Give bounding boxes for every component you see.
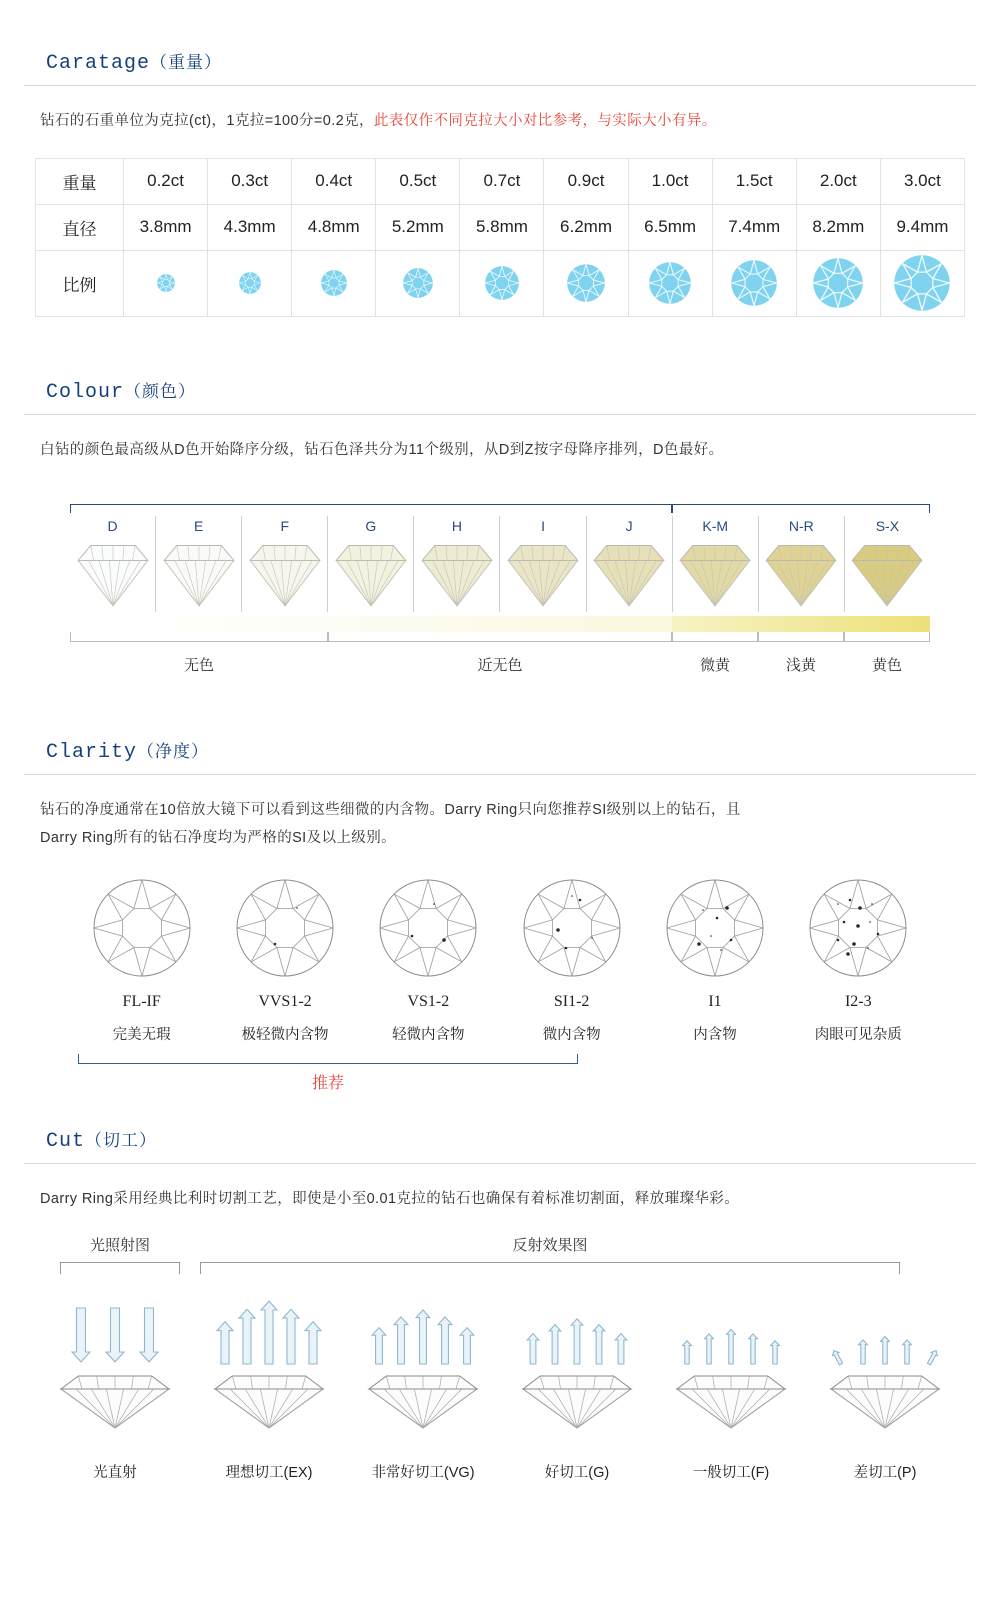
- caratage-table: [35, 158, 965, 317]
- cell-diameter: 7.4mm: [712, 204, 796, 250]
- cell-weight: 0.3ct: [208, 158, 292, 204]
- colour-grade-label: N-R: [788, 518, 814, 535]
- colour-category-label: 黄色: [871, 657, 902, 675]
- colour-grade-label: K-M: [702, 518, 729, 535]
- colour-grade-s-x: [845, 512, 930, 612]
- section-title-cn: （切工）: [85, 1131, 158, 1151]
- cell-diameter: 6.2mm: [544, 204, 628, 250]
- gem-icon: [460, 266, 543, 300]
- cut-item: [348, 1298, 498, 1482]
- clarity-item-vvs1-2: [213, 878, 356, 1044]
- cut-bracket: [200, 1262, 900, 1274]
- gem-icon: [376, 268, 459, 298]
- cell-diameter: 4.8mm: [292, 204, 376, 250]
- clarity-item-si1-2: [500, 878, 643, 1044]
- table-row-weight: [36, 158, 965, 204]
- gradient-segment-yellow: [672, 616, 930, 632]
- colour-category-label: 近无色: [477, 657, 523, 675]
- clarity-recommend-wrap: [70, 1048, 930, 1108]
- section-title-en: Cut: [46, 1130, 86, 1154]
- colour-grade-k-m: [673, 512, 758, 612]
- colour-grade-i: [500, 512, 585, 612]
- cell-weight: 0.2ct: [124, 158, 208, 204]
- clarity-diagram-icon: [357, 878, 500, 983]
- cell-weight: 1.0ct: [628, 158, 712, 204]
- section-title-caratage: [24, 48, 976, 86]
- cut-diagram-icon: [40, 1298, 190, 1453]
- gem-icon: [881, 255, 964, 311]
- clarity-grade-desc: 完美无瑕: [112, 1027, 171, 1044]
- colour-grade-label: G: [365, 518, 377, 535]
- diamond-icon: [156, 540, 241, 612]
- clarity-diagram-icon: [500, 878, 643, 983]
- colour-category-brackets: [70, 632, 930, 648]
- colour-grade-label: I: [541, 518, 545, 535]
- cell-gem-scale: [880, 250, 964, 316]
- colour-category-label: 无色: [183, 657, 214, 675]
- colour-category-label: 微黄: [699, 657, 730, 675]
- colour-grade-row: [70, 512, 930, 612]
- cut-grade-label: 好切工(G): [544, 1464, 610, 1481]
- gem-icon: [544, 264, 627, 302]
- row-header-scale: 比例: [36, 250, 124, 316]
- cut-bracket-row: [60, 1234, 940, 1294]
- colour-description: 白钻的颜色最高级从D色开始降序分级，钻石色泽共分为11个级别，从D到Z按字母降序排列，D色最好。: [40, 441, 724, 458]
- cell-diameter: 6.5mm: [628, 204, 712, 250]
- cut-bracket: [60, 1262, 180, 1274]
- colour-grade-label: D: [107, 518, 118, 535]
- colour-grade-g: [328, 512, 413, 612]
- cell-gem-scale: [628, 250, 712, 316]
- gem-icon: [629, 262, 712, 304]
- clarity-grade-desc: 微内含物: [542, 1027, 601, 1044]
- row-header-diameter: 直径: [36, 204, 124, 250]
- clarity-diagram-icon: [70, 878, 213, 983]
- section-cut: [0, 1108, 1000, 1508]
- caratage-table-wrap: [35, 158, 965, 317]
- cell-diameter: 9.4mm: [880, 204, 964, 250]
- diamond-icon: [500, 540, 585, 612]
- cut-bracket-label: 光照射图: [89, 1236, 150, 1254]
- section-title-cn: （重量）: [150, 53, 223, 72]
- colour-grade-label: S-X: [875, 518, 900, 535]
- cell-weight: 1.5ct: [712, 158, 796, 204]
- clarity-grade-row: [70, 878, 930, 1044]
- table-row-scale: [36, 250, 965, 316]
- cut-diagram-icon: [810, 1298, 960, 1453]
- clarity-recommend-bracket: [78, 1054, 578, 1064]
- clarity-grade-desc: 极轻微内含物: [241, 1027, 329, 1044]
- section-colour: [0, 317, 1000, 676]
- cut-grade-label: 一般切工(F): [692, 1464, 770, 1481]
- clarity-desc-line1: 钻石的净度通常在10倍放大镜下可以看到这些细微的内含物。Darry Ring只向您推荐SI级别以上的钻石，且: [40, 802, 741, 819]
- clarity-item-i2-3: [787, 878, 930, 1044]
- caratage-desc-plain: 钻石的石重单位为克拉(ct)，1克拉=100分=0.2克，: [40, 113, 374, 129]
- colour-category-bracket: [70, 632, 328, 642]
- section-title-en: Caratage: [46, 52, 151, 75]
- colour-grade-d: [70, 512, 155, 612]
- colour-category-labels: [70, 654, 930, 675]
- section-title-cn: （颜色）: [124, 381, 197, 401]
- cell-diameter: 3.8mm: [124, 204, 208, 250]
- gradient-segment-colorless: [70, 616, 328, 632]
- cell-weight: 0.5ct: [376, 158, 460, 204]
- colour-grade-f: [242, 512, 327, 612]
- colour-grade-n-r: [759, 512, 844, 612]
- clarity-item-vs1-2: [357, 878, 500, 1044]
- colour-grade-label: H: [451, 518, 462, 535]
- gem-icon: [713, 260, 796, 306]
- cut-item: [40, 1298, 190, 1482]
- colour-grade-e: [156, 512, 241, 612]
- caratage-description: [40, 108, 960, 136]
- table-row-diameter: [36, 204, 965, 250]
- colour-scale-chart: [70, 498, 930, 675]
- section-title-clarity: [24, 737, 976, 775]
- clarity-diagram-icon: [213, 878, 356, 983]
- diamond-icon: [328, 540, 413, 612]
- gradient-segment-near-colorless: [328, 616, 672, 632]
- caratage-desc-note: 此表仅作不同克拉大小对比参考，与实际大小有异。: [373, 113, 717, 129]
- cut-item: [194, 1298, 344, 1482]
- colour-grade-label: E: [193, 518, 204, 535]
- cut-grade-row: [40, 1298, 960, 1482]
- colour-category-bracket: [328, 632, 672, 642]
- cut-item: [810, 1298, 960, 1482]
- cell-gem-scale: [124, 250, 208, 316]
- colour-category-label: 浅黄: [785, 657, 816, 675]
- clarity-recommend-label: 推荐: [311, 1075, 344, 1093]
- diamond-icon: [759, 540, 844, 612]
- diamond-icon: [587, 540, 672, 612]
- diamond-icon: [414, 540, 499, 612]
- cell-gem-scale: [292, 250, 376, 316]
- cut-diagram-icon: [656, 1298, 806, 1453]
- cut-diagram-icon: [348, 1298, 498, 1453]
- diamond-icon: [845, 540, 930, 612]
- clarity-grade-desc: 轻微内含物: [392, 1027, 465, 1044]
- cut-grade-label: 理想切工(EX): [225, 1464, 313, 1481]
- gem-icon: [208, 272, 291, 294]
- cell-gem-scale: [796, 250, 880, 316]
- diamond-icon: [242, 540, 327, 612]
- gem-icon: [124, 274, 207, 292]
- row-header-weight: 重量: [36, 158, 124, 204]
- section-caratage: [0, 0, 1000, 317]
- cell-weight: 0.4ct: [292, 158, 376, 204]
- gem-icon: [292, 270, 375, 296]
- cell-gem-scale: [376, 250, 460, 316]
- bottom-spacer: [0, 1482, 1000, 1508]
- cut-grade-label: 非常好切工(VG): [371, 1464, 475, 1481]
- gem-icon: [797, 258, 880, 308]
- clarity-grade-name: I1: [708, 993, 722, 1011]
- cell-diameter: 8.2mm: [796, 204, 880, 250]
- colour-grade-j: [587, 512, 672, 612]
- cut-bracket-label: 反射效果图: [512, 1236, 588, 1254]
- cut-item: [502, 1298, 652, 1482]
- cell-diameter: 5.8mm: [460, 204, 544, 250]
- colour-top-brackets: [70, 498, 930, 512]
- section-title-en: Colour: [46, 380, 125, 404]
- cut-description: Darry Ring采用经典比利时切割工艺，即使是小至0.01克拉的钻石也确保有着标准切割面，释放璀璨华彩。: [40, 1191, 740, 1208]
- colour-gradient-bar: [70, 616, 930, 632]
- colour-category-bracket: [758, 632, 844, 642]
- clarity-desc-line2: Darry Ring所有的钻石净度均为严格的SI及以上级别。: [40, 829, 396, 846]
- clarity-description: [40, 797, 960, 852]
- clarity-item-i1: [643, 878, 786, 1044]
- cut-diagram-icon: [502, 1298, 652, 1453]
- clarity-grade-desc: 肉眼可见杂质: [814, 1027, 902, 1044]
- cell-weight: 0.7ct: [460, 158, 544, 204]
- clarity-grade-name: VVS1-2: [258, 993, 312, 1011]
- colour-grade-label: F: [280, 518, 290, 535]
- clarity-diagram-icon: [787, 878, 930, 983]
- section-title-colour: [24, 377, 976, 415]
- clarity-grade-name: FL-IF: [122, 993, 161, 1011]
- cell-weight: 0.9ct: [544, 158, 628, 204]
- clarity-grade-desc: 内含物: [693, 1027, 737, 1044]
- cut-item: [656, 1298, 806, 1482]
- section-clarity: [0, 675, 1000, 1108]
- colour-category-bracket: [844, 632, 930, 642]
- colour-category-bracket: [672, 632, 758, 642]
- section-title-cn: （净度）: [137, 742, 210, 762]
- clarity-item-fl-if: [70, 878, 213, 1044]
- cut-grade-label: 光直射: [93, 1464, 137, 1481]
- section-title-en: Clarity: [46, 741, 138, 765]
- cut-grade-label: 差切工(P): [853, 1464, 917, 1481]
- clarity-grade-name: SI1-2: [553, 993, 590, 1011]
- diamond-icon: [70, 540, 155, 612]
- cell-weight: 2.0ct: [796, 158, 880, 204]
- cut-diagram-icon: [194, 1298, 344, 1453]
- cell-gem-scale: [712, 250, 796, 316]
- cell-diameter: 5.2mm: [376, 204, 460, 250]
- cell-gem-scale: [460, 250, 544, 316]
- cell-weight: 3.0ct: [880, 158, 964, 204]
- section-title-cut: [24, 1126, 976, 1164]
- cell-gem-scale: [208, 250, 292, 316]
- clarity-grade-name: I2-3: [844, 993, 872, 1011]
- clarity-diagram-icon: [643, 878, 786, 983]
- colour-grade-label: J: [625, 518, 633, 535]
- colour-grade-h: [414, 512, 499, 612]
- cell-gem-scale: [544, 250, 628, 316]
- clarity-grade-name: VS1-2: [407, 993, 450, 1011]
- cell-diameter: 4.3mm: [208, 204, 292, 250]
- diamond-icon: [673, 540, 758, 612]
